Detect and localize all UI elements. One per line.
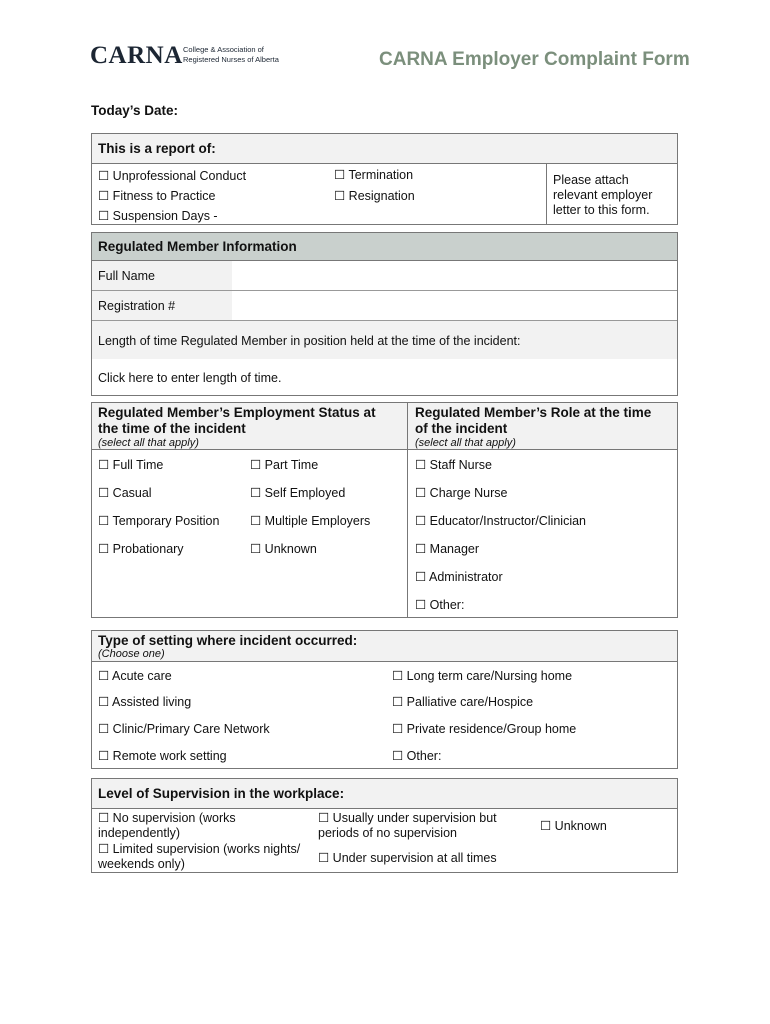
divider [407,403,408,617]
option-line: periods of no supervision [318,826,457,840]
heading-line: the time of the incident [98,421,246,436]
employment-role-section [91,402,678,618]
full-name-label: Full Name [98,269,155,283]
option-line: ☐ Limited supervision (works nights/ [98,842,301,856]
checkbox-part-time[interactable]: ☐ Part Time [250,458,319,472]
checkbox-usually-supervised[interactable] [318,811,497,841]
checkbox-unprofessional-conduct[interactable]: ☐ Unprofessional Conduct [98,169,247,183]
role-heading [415,405,651,449]
checkbox-staff-nurse[interactable]: ☐ Staff Nurse [415,458,492,472]
checkbox-other-role[interactable]: ☐ Other: [415,598,465,612]
report-heading: This is a report of: [92,134,677,164]
heading-line: Regulated Member’s Employment Status at [98,405,376,420]
report-section [91,133,678,225]
heading-line: of the incident [415,421,508,436]
checkbox-long-term-care[interactable]: ☐ Long term care/Nursing home [392,669,573,683]
registration-field[interactable] [232,291,677,321]
length-field[interactable]: Click here to enter length of time. [98,371,282,385]
note-line: relevant employer [553,188,653,202]
attach-note [553,173,652,218]
checkbox-clinic[interactable]: ☐ Clinic/Primary Care Network [98,722,270,736]
checkbox-multiple-employers[interactable]: ☐ Multiple Employers [250,514,371,528]
checkbox-probationary[interactable]: ☐ Probationary [98,542,184,556]
checkbox-suspension-days[interactable]: ☐ Suspension Days - [98,209,218,223]
length-label: Length of time Regulated Member in position held at the time of the incident: [98,334,521,348]
heading-sub: (select all that apply) [415,437,516,449]
logo-sub-line: College & Association of [183,45,264,54]
checkbox-termination[interactable]: ☐ Termination [334,168,414,182]
checkbox-administrator[interactable]: ☐ Administrator [415,570,503,584]
note-line: Please attach [553,173,629,187]
checkbox-unknown-supervision[interactable]: ☐ Unknown [540,819,607,833]
checkbox-full-time[interactable]: ☐ Full Time [98,458,164,472]
supervision-heading: Level of Supervision in the workplace: [92,779,677,809]
heading-line: Type of setting where incident occurred: [98,633,358,648]
checkbox-manager[interactable]: ☐ Manager [415,542,480,556]
form-title: CARNA Employer Complaint Form [379,49,690,70]
checkbox-other-setting[interactable]: ☐ Other: [392,749,442,763]
setting-section [91,630,678,769]
option-line: ☐ Usually under supervision but [318,811,497,825]
option-line: weekends only) [98,857,185,871]
logo-sub-line: Registered Nurses of Alberta [183,55,279,64]
checkbox-unknown-employment[interactable]: ☐ Unknown [250,542,317,556]
heading-sub: (Choose one) [98,648,165,660]
checkbox-self-employed[interactable]: ☐ Self Employed [250,486,346,500]
checkbox-educator[interactable]: ☐ Educator/Instructor/Clinician [415,514,586,528]
logo-subtitle [183,45,279,65]
option-line: ☐ No supervision (works [98,811,236,825]
checkbox-no-supervision[interactable] [98,811,236,841]
checkbox-fitness-to-practice[interactable]: ☐ Fitness to Practice [98,189,216,203]
option-line: independently) [98,826,181,840]
full-name-field[interactable] [232,261,677,291]
supervision-section [91,778,678,873]
setting-heading [92,631,677,662]
heading-line: Regulated Member’s Role at the time [415,405,652,420]
checkbox-palliative-care[interactable]: ☐ Palliative care/Hospice [392,695,534,709]
checkbox-charge-nurse[interactable]: ☐ Charge Nurse [415,486,508,500]
checkbox-limited-supervision[interactable] [98,842,300,872]
checkbox-assisted-living[interactable]: ☐ Assisted living [98,695,192,709]
checkbox-temporary-position[interactable]: ☐ Temporary Position [98,514,220,528]
checkbox-remote-work[interactable]: ☐ Remote work setting [98,749,227,763]
divider [546,164,547,224]
heading-sub: (select all that apply) [98,437,199,449]
note-line: letter to this form. [553,203,650,217]
checkbox-casual[interactable]: ☐ Casual [98,486,152,500]
checkbox-always-supervised[interactable]: ☐ Under supervision at all times [318,851,497,865]
member-info-section [91,232,678,396]
registration-label: Registration # [98,299,176,313]
checkbox-acute-care[interactable]: ☐ Acute care [98,669,172,683]
checkbox-private-residence[interactable]: ☐ Private residence/Group home [392,722,577,736]
checkbox-resignation[interactable]: ☐ Resignation [334,189,415,203]
carna-logo: CARNA [90,42,183,69]
todays-date-label: Today’s Date: [91,103,179,118]
member-info-heading: Regulated Member Information [92,233,677,261]
